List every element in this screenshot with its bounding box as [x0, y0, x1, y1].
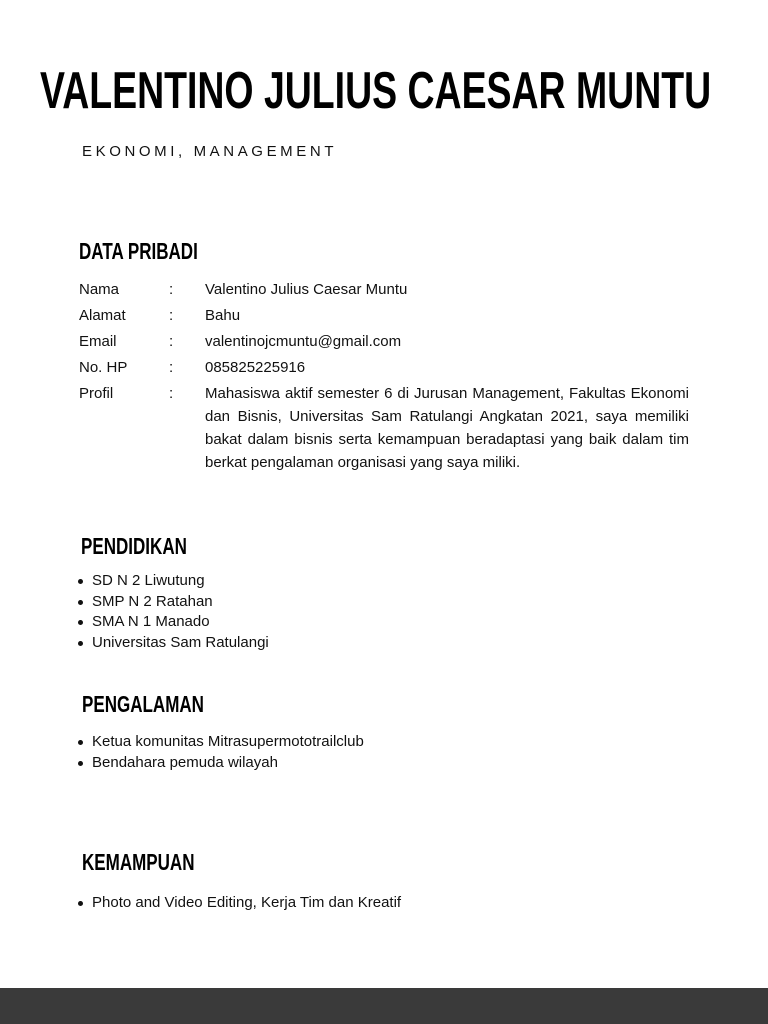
info-row-profil — [79, 382, 689, 474]
info-colon: : — [169, 385, 174, 402]
list-item: SD N 2 Liwutung — [92, 571, 269, 592]
info-row-phone — [79, 356, 689, 382]
list-item: Photo and Video Editing, Kerja Tim dan Kreatif — [92, 893, 401, 914]
resume-name-title: VALENTINO JULIUS CAESAR MUNTU — [40, 62, 712, 120]
info-label: Email — [79, 333, 117, 350]
info-label: Profil — [79, 385, 114, 402]
info-label: No. HP — [79, 359, 128, 376]
education-list — [92, 571, 269, 653]
info-colon: : — [169, 281, 174, 298]
section-heading-pengalaman: PENGALAMAN — [82, 691, 204, 717]
info-colon: : — [169, 359, 174, 376]
info-value-phone: 085825225916 — [205, 359, 306, 376]
list-item: Ketua komunitas Mitrasupermototrailclub — [92, 732, 364, 753]
section-heading-data-pribadi: DATA PRIBADI — [79, 238, 198, 264]
resume-subtitle: EKONOMI, MANAGEMENT — [82, 143, 338, 160]
list-item: Universitas Sam Ratulangi — [92, 633, 269, 654]
info-value-email: valentinojcmuntu@gmail.com — [205, 333, 402, 350]
info-row-nama — [79, 278, 689, 304]
profile-paragraph: Mahasiswa aktif semester 6 di Jurusan Management, Fakultas Ekonomi dan Bisnis, Universitas Sam Ratulangi Angkatan 2021, saya memiliki bakat dalam bisnis serta kemampuan beradaptasi yang baik dalam tim berkat pengalaman organisasi yang saya miliki. — [205, 385, 689, 471]
section-heading-kemampuan: KEMAMPUAN — [82, 849, 195, 875]
info-label: Alamat — [79, 307, 126, 324]
info-colon: : — [169, 333, 174, 350]
info-colon: : — [169, 307, 174, 324]
personal-data-table — [79, 278, 689, 474]
section-heading-pendidikan: PENDIDIKAN — [81, 533, 187, 559]
info-row-alamat — [79, 304, 689, 330]
info-value: Bahu — [205, 307, 241, 324]
info-row-email — [79, 330, 689, 356]
skills-list — [92, 893, 401, 914]
footer-bar — [0, 988, 768, 1024]
experience-list — [92, 732, 364, 773]
list-item: SMA N 1 Manado — [92, 612, 269, 633]
list-item: SMP N 2 Ratahan — [92, 592, 269, 613]
info-value: Valentino Julius Caesar Muntu — [205, 281, 408, 298]
info-label: Nama — [79, 281, 120, 298]
list-item: Bendahara pemuda wilayah — [92, 753, 364, 774]
